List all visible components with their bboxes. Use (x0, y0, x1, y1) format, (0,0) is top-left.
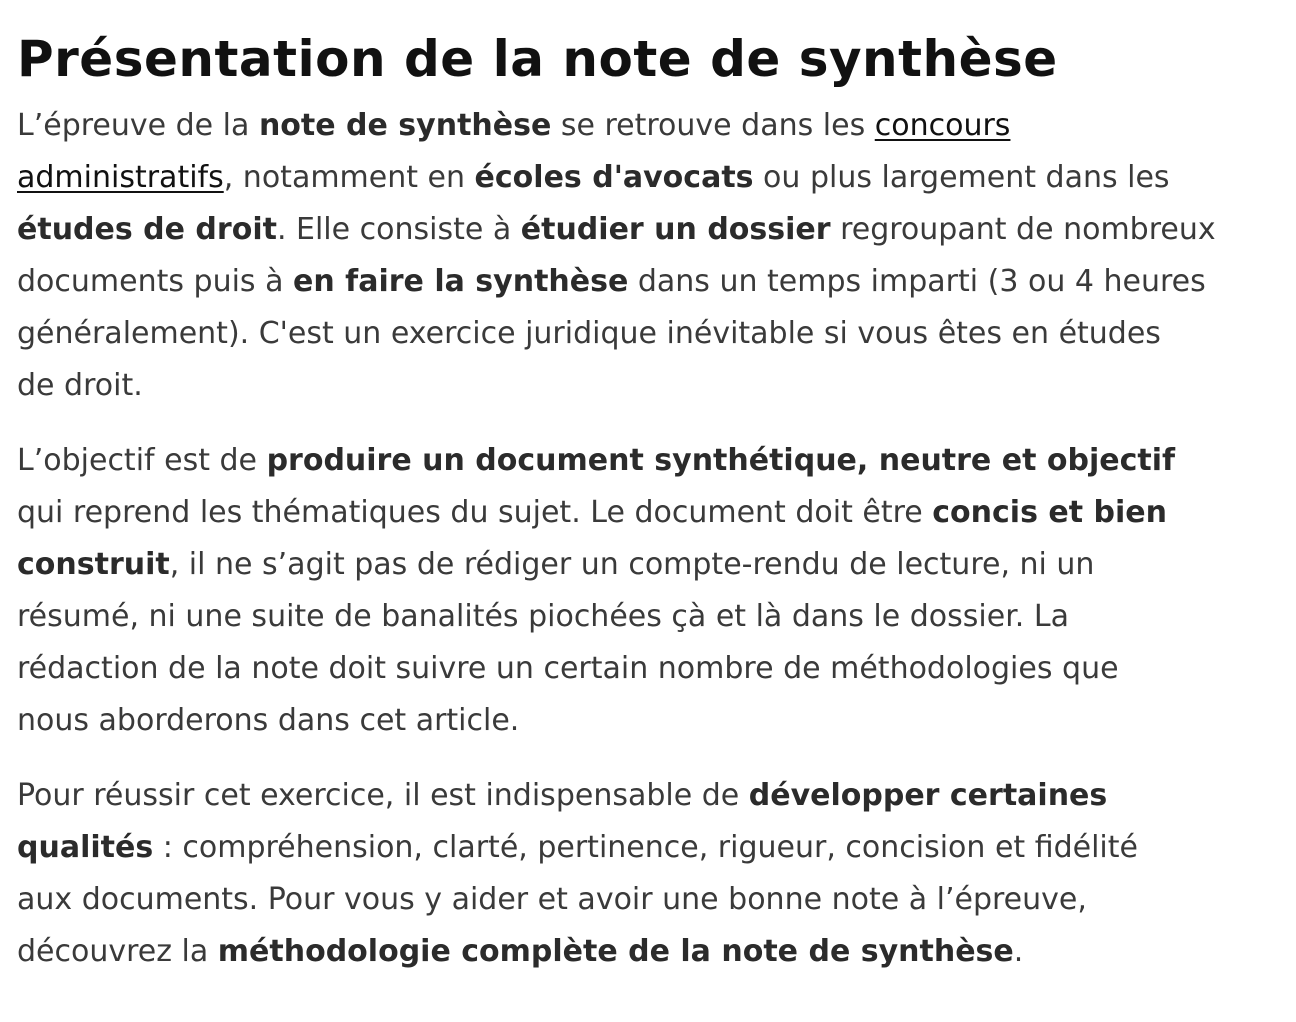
body-text: . (1013, 934, 1024, 969)
body-text: . Elle consiste à (276, 212, 521, 247)
body-text: généralement). C'est un exercice juridique inévitable si vous êtes en études (17, 316, 1161, 351)
paragraph-objective (17, 435, 1296, 747)
body-text: nous aborderons dans cet article. (17, 703, 520, 738)
link-concours[interactable]: concours (874, 108, 1011, 143)
text-line (17, 308, 1296, 360)
emphasis-text: développer certaines (748, 778, 1108, 813)
text-line (17, 435, 1296, 487)
text-line (17, 695, 1296, 747)
paragraph-intro (17, 100, 1296, 412)
text-line (17, 822, 1296, 874)
body-text: ou plus largement dans les (753, 160, 1170, 195)
emphasis-text: étudier un dossier (520, 212, 831, 247)
text-line (17, 360, 1296, 412)
body-text: documents puis à (17, 264, 294, 299)
body-text: qui reprend les thématiques du sujet. Le document doit être (17, 495, 933, 530)
body-text: de droit. (17, 368, 143, 403)
body-text: se retrouve dans les (551, 108, 875, 143)
text-line (17, 100, 1296, 152)
text-line (17, 152, 1296, 204)
text-line (17, 874, 1296, 926)
body-text: aux documents. Pour vous y aider et avoir une bonne note à l’épreuve, (17, 882, 1087, 917)
text-line (17, 487, 1296, 539)
emphasis-text: méthodologie complète de la note de synthèse (217, 934, 1014, 969)
text-line (17, 770, 1296, 822)
text-line (17, 643, 1296, 695)
emphasis-text: note de synthèse (258, 108, 552, 143)
body-text: : compréhension, clarté, pertinence, rigueur, concision et fidélité (153, 830, 1138, 865)
text-line (17, 204, 1296, 256)
paragraph-qualities (17, 770, 1296, 978)
emphasis-text: concis et bien (932, 495, 1167, 530)
body-text: regroupant de nombreux (830, 212, 1216, 247)
text-line (17, 926, 1296, 978)
text-line (17, 256, 1296, 308)
body-text: L’épreuve de la (17, 108, 259, 143)
article (0, 20, 1296, 978)
emphasis-text: en faire la synthèse (293, 264, 629, 299)
text-line (17, 591, 1296, 643)
body-text: découvrez la (17, 934, 218, 969)
body-text: L’objectif est de (17, 443, 267, 478)
body-text: rédaction de la note doit suivre un certain nombre de méthodologies que (17, 651, 1119, 686)
body-text: , notamment en (223, 160, 475, 195)
text-line (17, 539, 1296, 591)
emphasis-text: produire un document synthétique, neutre et objectif (266, 443, 1176, 478)
emphasis-text: construit (17, 547, 170, 582)
emphasis-text: qualités (17, 830, 154, 865)
body-text: Pour réussir cet exercice, il est indispensable de (17, 778, 749, 813)
emphasis-text: écoles d'avocats (474, 160, 754, 195)
body-text: dans un temps imparti (3 ou 4 heures (628, 264, 1206, 299)
body-text: résumé, ni une suite de banalités piochées çà et là dans le dossier. La (17, 599, 1069, 634)
page-title: Présentation de la note de synthèse (17, 30, 1058, 88)
emphasis-text: études de droit (17, 212, 277, 247)
body-text: , il ne s’agit pas de rédiger un compte-rendu de lecture, ni un (169, 547, 1095, 582)
link-administratifs[interactable]: administratifs (17, 160, 224, 195)
